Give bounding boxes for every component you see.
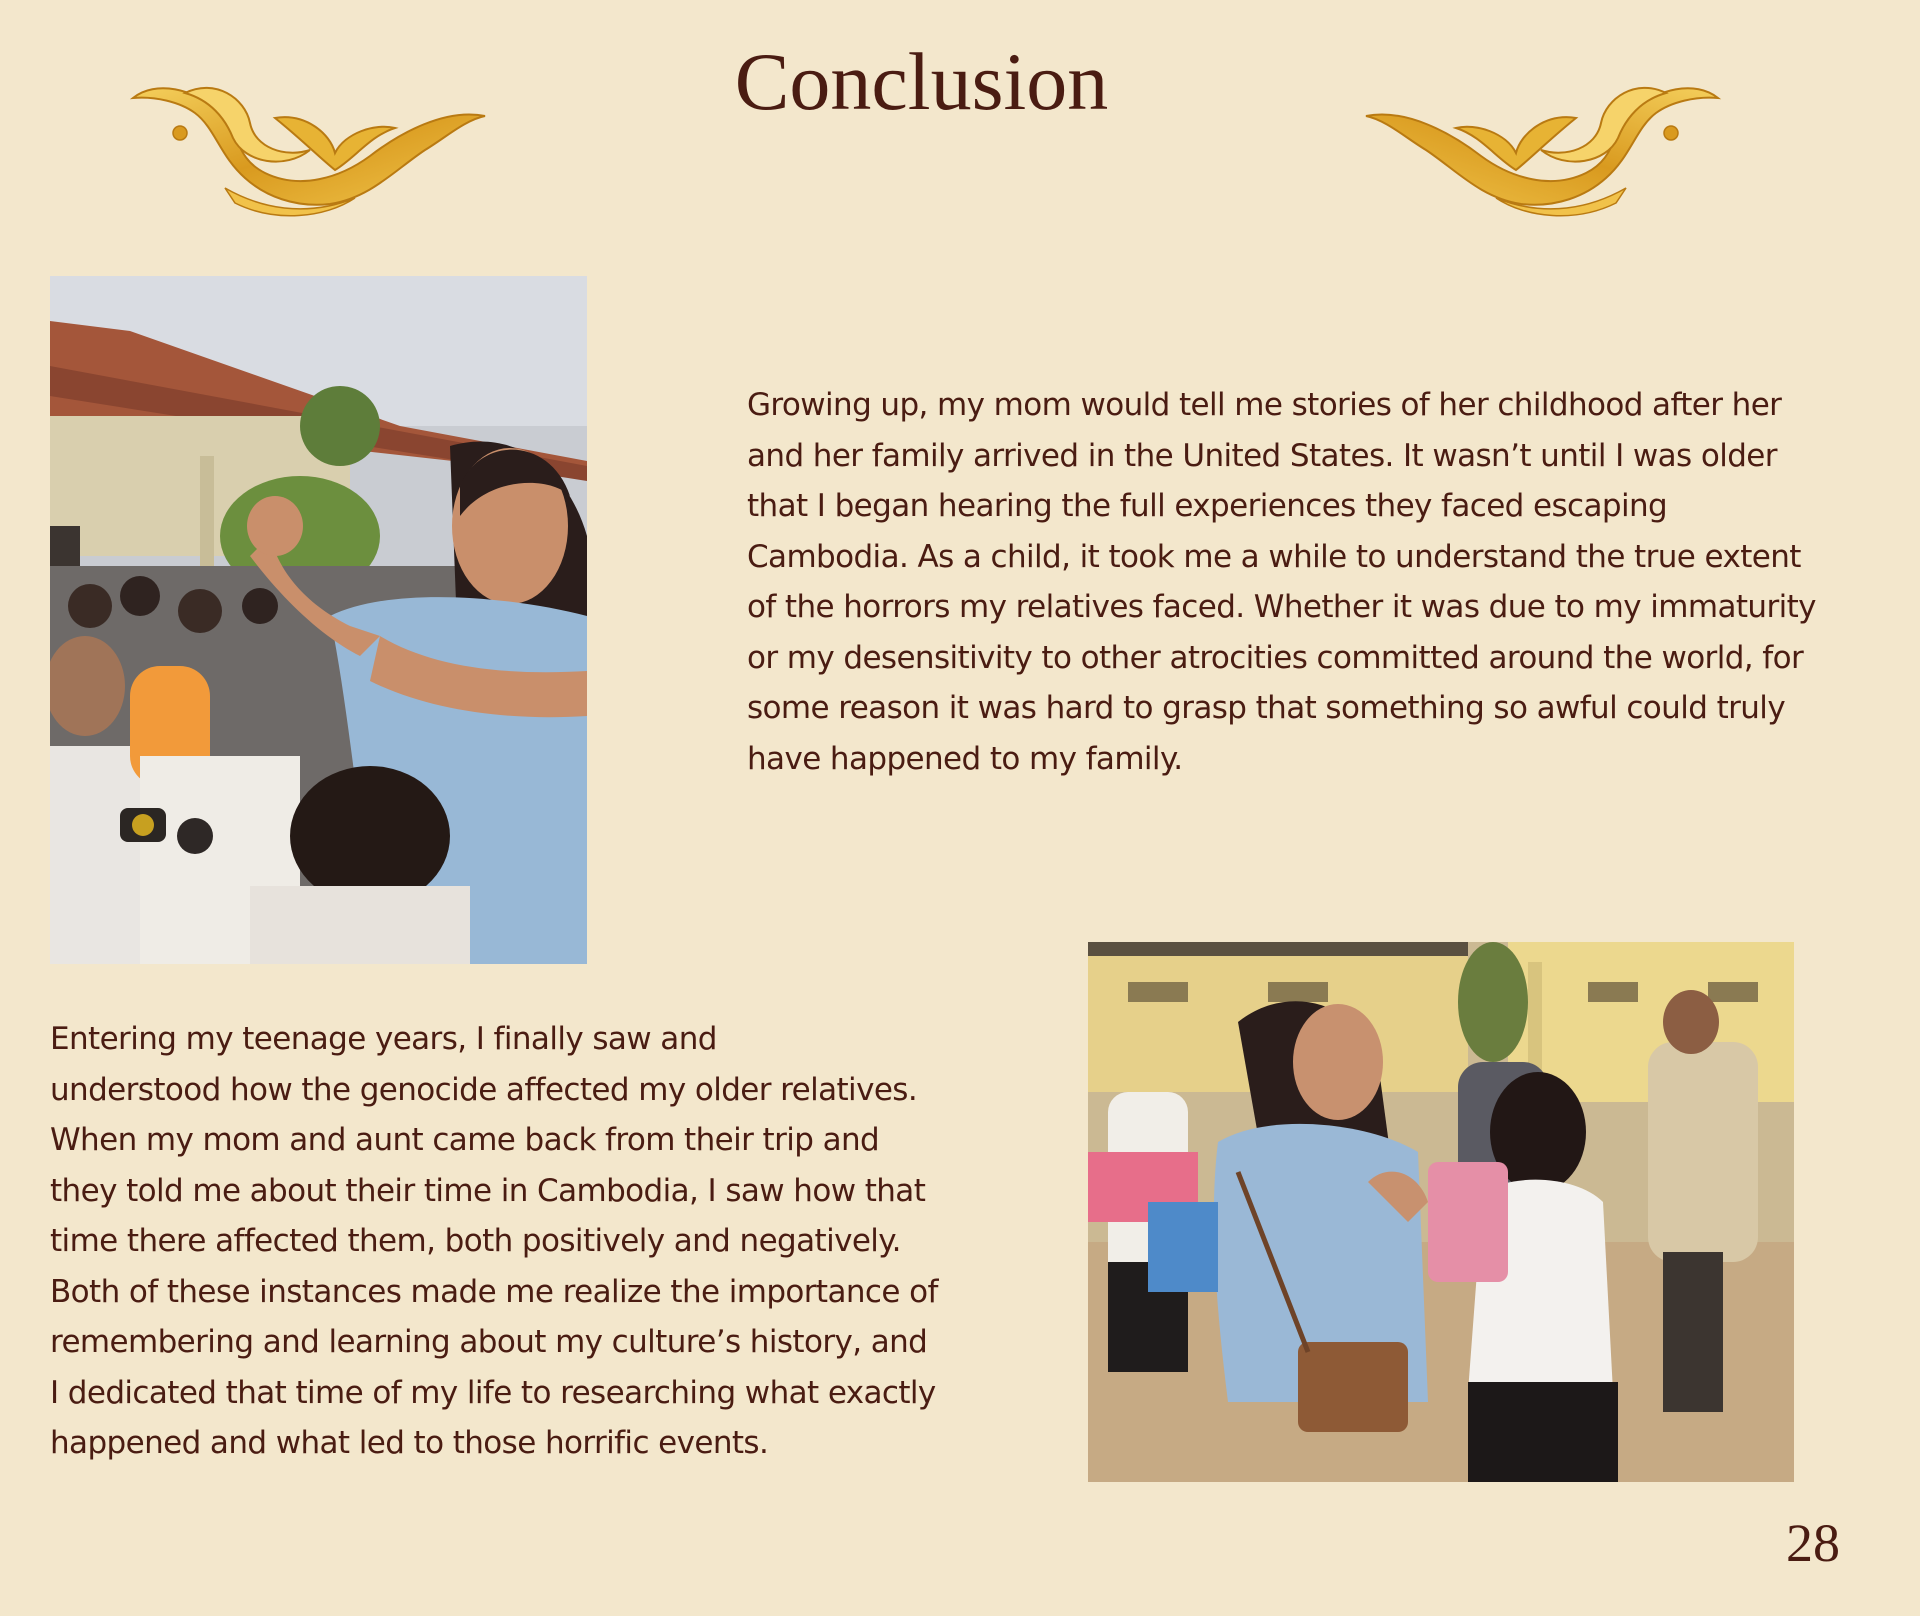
text-line: or my desensitivity to other atrocities committed around the world, for [747,639,1804,676]
paragraph-childhood-stories [747,380,1816,784]
text-line: I dedicated that time of my life to researching what exactly [50,1374,936,1411]
text-line: Both of these instances made me realize the importance of [50,1273,938,1310]
photo-woman-greeting-girl [1088,942,1794,1482]
paragraph-teenage-years [50,1014,938,1469]
text-line: time there affected them, both positively and negatively. [50,1223,901,1259]
text-line: remembering and learning about my culture’s history, and [50,1324,928,1360]
photo-woman-with-children [50,276,587,964]
text-line: understood how the genocide affected my older relatives. [50,1071,918,1108]
text-line: When my mom and aunt came back from their trip and [50,1122,880,1158]
gold-flourish-right-icon [1356,78,1726,218]
text-line: and her family arrived in the United States. It wasn’t until I was older [747,437,1777,474]
page-title: Conclusion [734,36,1109,127]
text-line: of the horrors my relatives faced. Whether it was due to my immaturity [747,589,1816,625]
text-line: Entering my teenage years, I finally saw and [50,1021,717,1057]
text-line: have happened to my family. [747,740,1183,777]
page-number: 28 [1786,1513,1840,1573]
text-line: that I began hearing the full experiences they faced escaping [747,488,1668,524]
text-line: Growing up, my mom would tell me stories of her childhood after her [747,387,1782,423]
gold-flourish-left-icon [125,78,495,218]
text-line: Cambodia. As a child, it took me a while to understand the true extent [747,538,1801,575]
text-line: they told me about their time in Cambodia, I saw how that [50,1172,926,1209]
text-line: happened and what led to those horrific events. [50,1425,769,1461]
text-line: some reason it was hard to grasp that something so awful could truly [747,690,1786,726]
